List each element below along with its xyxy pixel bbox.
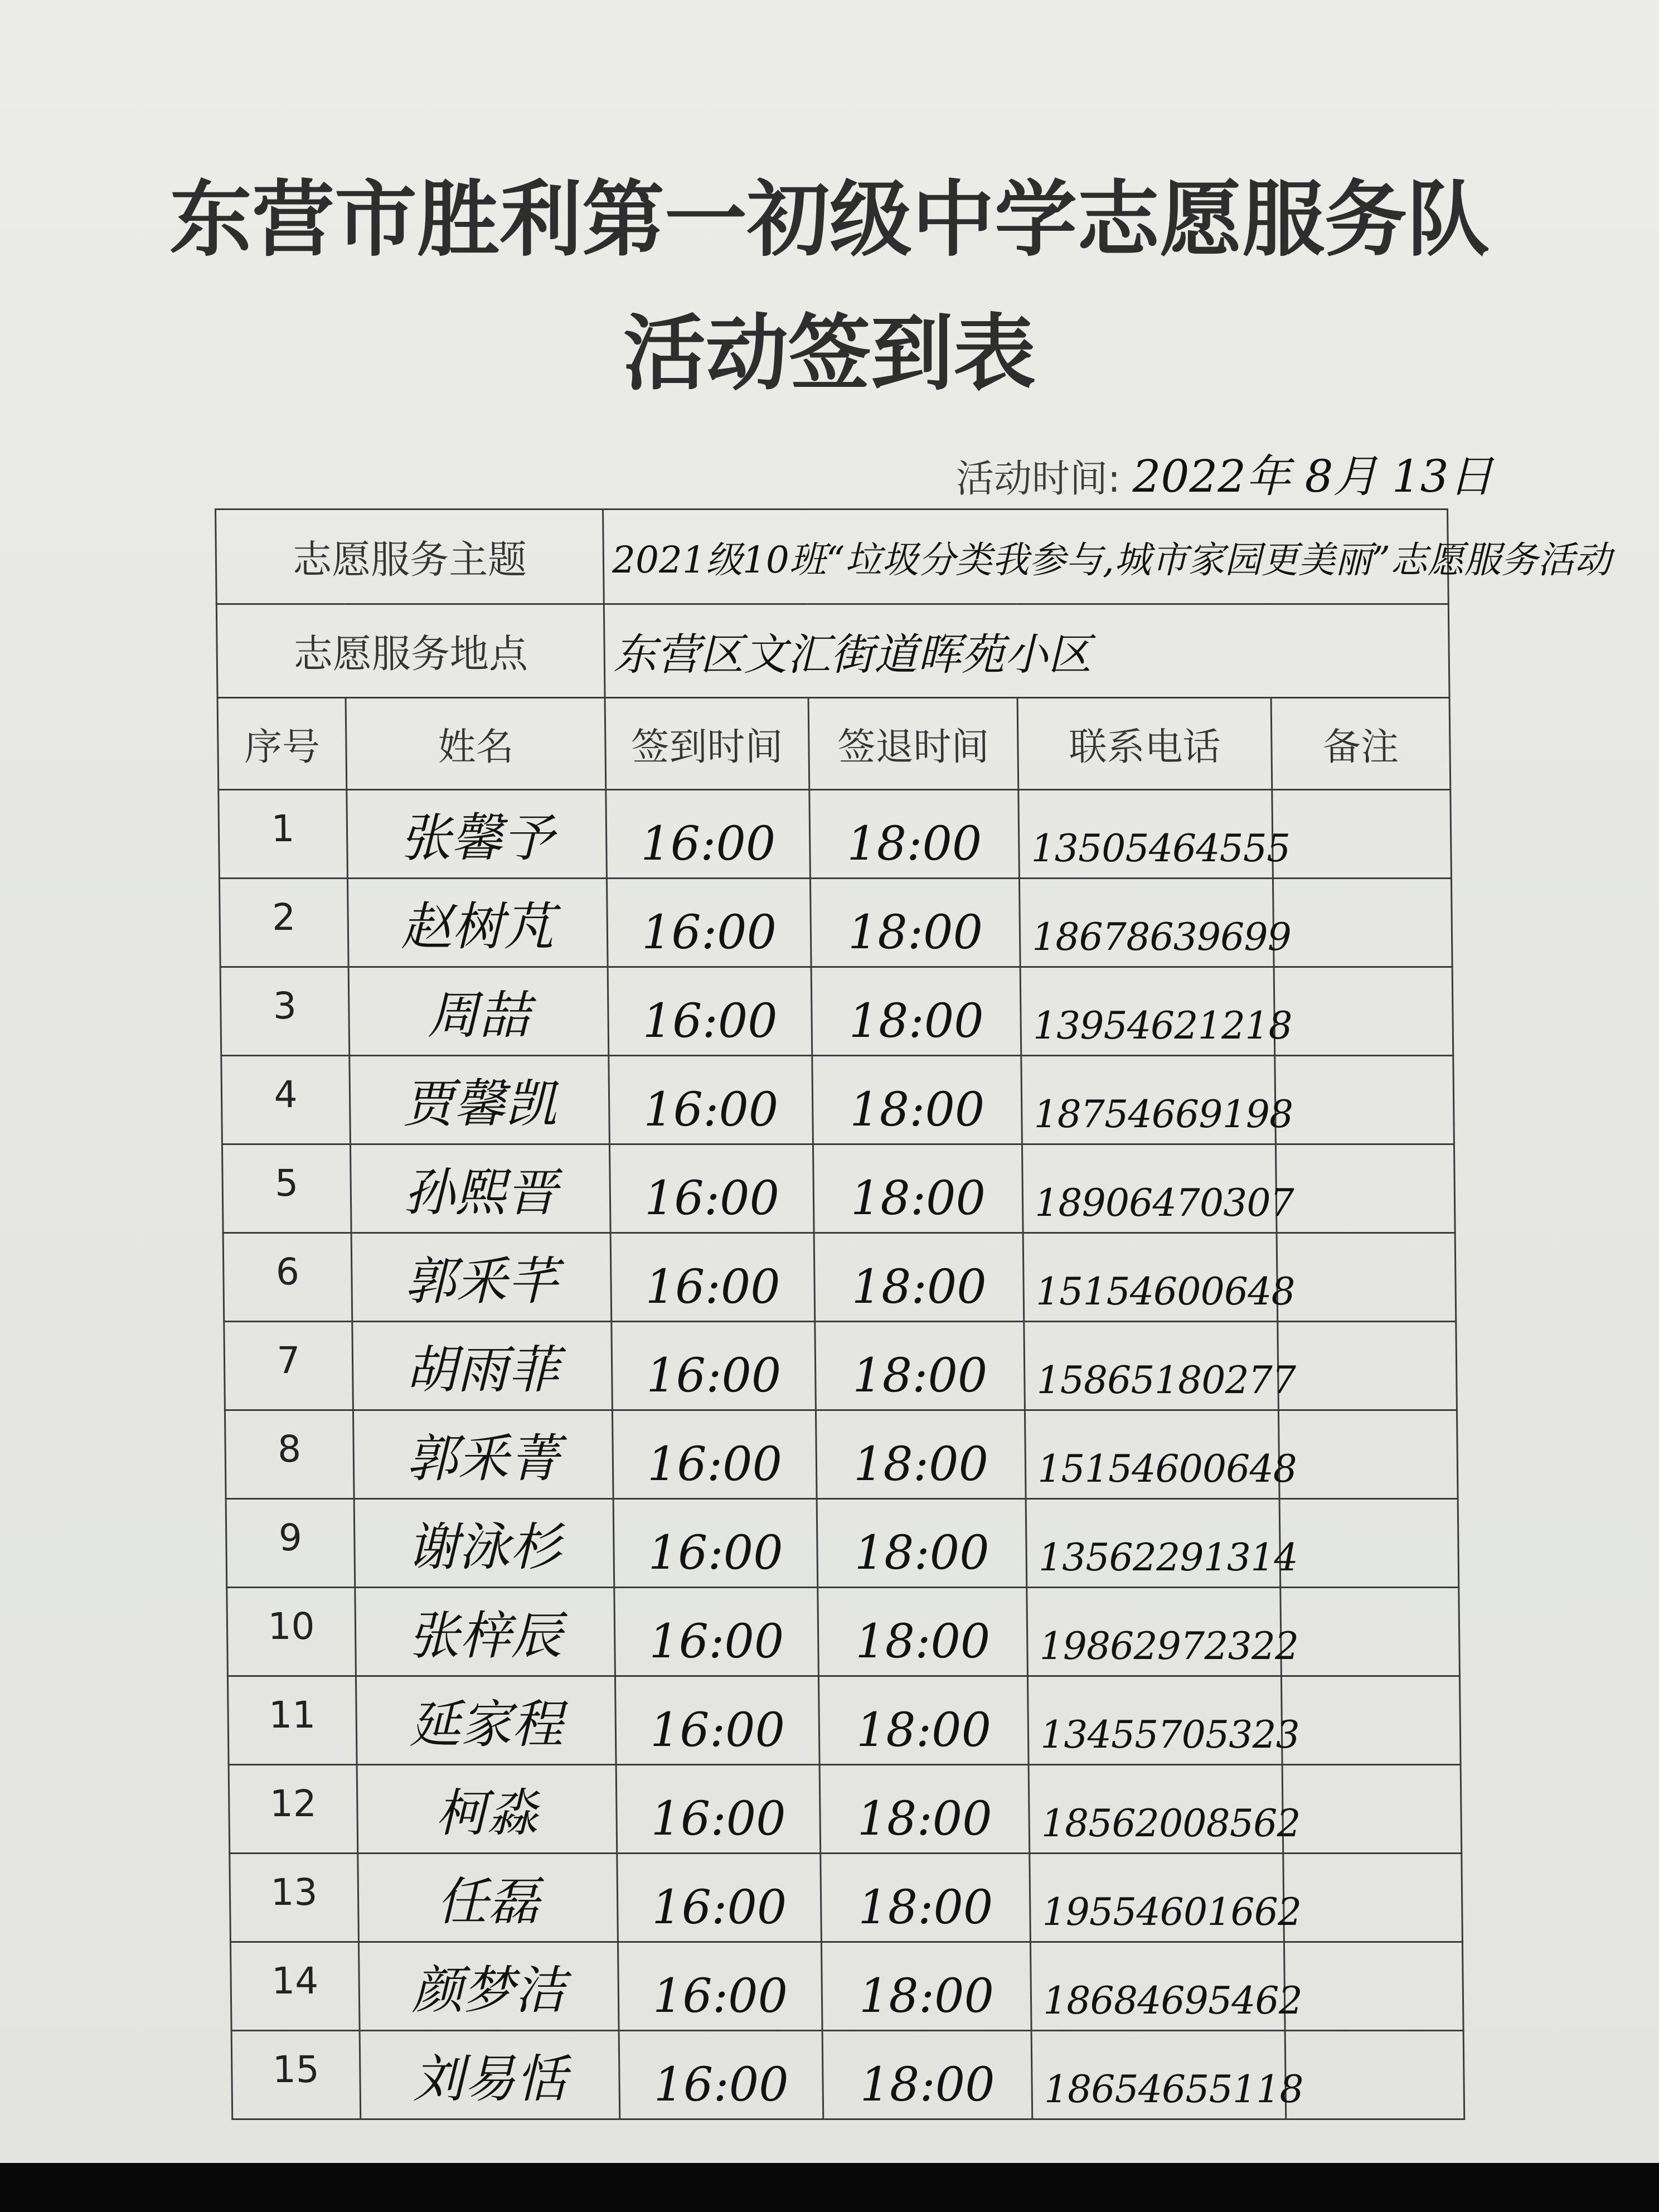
row-phone: 13562291314 xyxy=(1026,1499,1280,1588)
row-phone: 18678639699 xyxy=(1019,879,1274,967)
row-phone: 13505464555 xyxy=(1018,790,1273,879)
row-checkout-time: 18:00 xyxy=(811,967,1021,1056)
row-seq: 1 xyxy=(219,790,348,879)
row-note xyxy=(1284,1942,1463,2031)
row-checkout-time: 18:00 xyxy=(816,1410,1026,1499)
row-seq: 14 xyxy=(230,1942,360,2031)
row-phone: 18562008562 xyxy=(1029,1765,1283,1854)
table-row xyxy=(223,1233,1456,1322)
row-name: 贾馨凯 xyxy=(350,1056,610,1144)
row-phone: 13455705323 xyxy=(1027,1676,1282,1765)
col-seq-header: 序号 xyxy=(217,698,347,790)
row-name: 郭釆菁 xyxy=(353,1410,613,1499)
row-phone: 19862972322 xyxy=(1027,1588,1282,1676)
row-phone: 15154600648 xyxy=(1025,1410,1279,1499)
row-checkout-time: 18:00 xyxy=(809,790,1020,879)
row-name: 周喆 xyxy=(348,967,609,1056)
row-checkout-time: 18:00 xyxy=(818,1676,1029,1765)
row-name: 赵树芃 xyxy=(347,879,608,967)
document-subtitle: 活动签到表 xyxy=(623,305,1036,401)
table-row xyxy=(224,1322,1457,1410)
row-checkout-time: 18:00 xyxy=(814,1233,1024,1322)
row-checkout-time: 18:00 xyxy=(821,1854,1031,1942)
row-checkin-time: 16:00 xyxy=(615,1676,819,1765)
table-row xyxy=(226,1499,1459,1588)
row-note xyxy=(1278,1410,1458,1499)
row-seq: 11 xyxy=(227,1676,357,1765)
row-checkout-time: 18:00 xyxy=(819,1765,1030,1854)
table-row xyxy=(219,879,1452,967)
column-header-row xyxy=(217,698,1451,790)
table-row xyxy=(220,967,1453,1056)
row-seq: 4 xyxy=(221,1056,351,1144)
row-checkout-time: 18:00 xyxy=(813,1144,1023,1233)
activity-time xyxy=(956,440,1493,505)
table-row xyxy=(219,790,1452,879)
row-checkin-time: 16:00 xyxy=(616,1765,821,1854)
row-seq: 13 xyxy=(230,1854,359,1942)
activity-time-value: 2022年 8月 13日 xyxy=(1132,450,1493,502)
row-phone: 18754669198 xyxy=(1021,1056,1276,1144)
row-checkout-time: 18:00 xyxy=(817,1499,1027,1588)
row-seq: 6 xyxy=(223,1233,352,1322)
row-seq: 12 xyxy=(229,1765,358,1854)
row-checkin-time: 16:00 xyxy=(608,967,812,1056)
row-checkin-time: 16:00 xyxy=(613,1499,818,1588)
row-name: 胡雨菲 xyxy=(352,1322,613,1410)
row-note xyxy=(1278,1322,1457,1410)
row-note xyxy=(1272,790,1452,879)
row-checkout-time: 18:00 xyxy=(822,2031,1032,2119)
row-checkout-time: 18:00 xyxy=(818,1588,1028,1676)
table-row xyxy=(230,1942,1463,2031)
row-checkin-time: 16:00 xyxy=(618,1942,822,2031)
row-seq: 7 xyxy=(224,1322,353,1410)
row-phone: 19554601662 xyxy=(1030,1854,1284,1942)
row-note xyxy=(1280,1588,1460,1676)
row-phone: 15154600648 xyxy=(1023,1233,1278,1322)
row-seq: 8 xyxy=(225,1410,354,1499)
table-row xyxy=(229,1765,1462,1854)
col-note-header: 备注 xyxy=(1271,698,1451,790)
row-checkin-time: 16:00 xyxy=(612,1410,817,1499)
row-name: 延家程 xyxy=(356,1676,616,1765)
row-checkin-time: 16:00 xyxy=(612,1322,816,1410)
row-note xyxy=(1279,1499,1459,1588)
col-name-header: 姓名 xyxy=(346,698,606,790)
row-name: 刘易恬 xyxy=(360,2031,620,2119)
row-seq: 10 xyxy=(227,1588,356,1676)
row-name: 孙熙晋 xyxy=(350,1144,610,1233)
row-checkin-time: 16:00 xyxy=(609,1144,814,1233)
row-note xyxy=(1277,1233,1456,1322)
row-note xyxy=(1275,1056,1454,1144)
row-phone: 15865180277 xyxy=(1024,1322,1279,1410)
row-checkout-time: 18:00 xyxy=(821,1942,1031,2031)
row-phone: 18654655118 xyxy=(1031,2031,1286,2119)
location-value: 东营区文汇街道晖苑小区 xyxy=(604,604,1449,698)
theme-text: 2021级10班“垃圾分类我参与,城市家园更美丽”志愿服务活动 xyxy=(612,539,1612,581)
table-row xyxy=(227,1676,1461,1765)
row-name: 任磊 xyxy=(358,1854,618,1942)
row-name: 颜梦洁 xyxy=(358,1942,619,2031)
row-checkout-time: 18:00 xyxy=(810,879,1020,967)
row-note xyxy=(1285,2031,1464,2119)
table-row xyxy=(222,1144,1455,1233)
row-checkout-time: 18:00 xyxy=(815,1322,1025,1410)
table-row xyxy=(227,1588,1460,1676)
location-label: 志愿服务地点 xyxy=(216,604,605,698)
row-seq: 9 xyxy=(226,1499,355,1588)
row-seq: 15 xyxy=(231,2031,361,2119)
row-note xyxy=(1275,1144,1455,1233)
row-name: 张梓辰 xyxy=(355,1588,615,1676)
row-checkin-time: 16:00 xyxy=(619,2031,823,2119)
row-seq: 2 xyxy=(219,879,348,967)
row-note xyxy=(1281,1676,1461,1765)
row-seq: 5 xyxy=(222,1144,351,1233)
row-checkin-time: 16:00 xyxy=(614,1588,819,1676)
row-name: 张馨予 xyxy=(347,790,607,879)
col-checkin-header: 签到时间 xyxy=(605,698,809,790)
row-name: 谢泳杉 xyxy=(354,1499,614,1588)
row-phone: 18684695462 xyxy=(1030,1942,1285,2031)
col-checkout-header: 签退时间 xyxy=(808,698,1018,790)
row-checkout-time: 18:00 xyxy=(812,1056,1022,1144)
table-row xyxy=(225,1410,1458,1499)
row-checkin-time: 16:00 xyxy=(610,1233,815,1322)
row-note xyxy=(1274,967,1453,1056)
theme-value xyxy=(603,510,1612,604)
photo-bottom-edge xyxy=(0,2163,1659,2212)
table-row xyxy=(231,2031,1464,2119)
document-title: 东营市胜利第一初级中学志愿服务队 xyxy=(169,172,1490,268)
col-phone-header: 联系电话 xyxy=(1017,698,1272,790)
theme-row xyxy=(216,510,1449,604)
row-checkin-time: 16:00 xyxy=(607,879,811,967)
row-phone: 18906470307 xyxy=(1022,1144,1277,1233)
activity-time-label: 活动时间: xyxy=(956,457,1120,501)
table-row xyxy=(230,1854,1463,1942)
sign-in-table xyxy=(215,508,1612,2120)
row-note xyxy=(1282,1765,1462,1854)
row-name: 柯淼 xyxy=(357,1765,617,1854)
theme-label: 志愿服务主题 xyxy=(216,510,604,604)
location-row xyxy=(216,604,1449,698)
row-note xyxy=(1273,879,1452,967)
row-phone: 13954621218 xyxy=(1020,967,1275,1056)
row-checkin-time: 16:00 xyxy=(617,1854,822,1942)
row-checkin-time: 16:00 xyxy=(606,790,811,879)
row-name: 郭釆芊 xyxy=(351,1233,612,1322)
table-row xyxy=(221,1056,1454,1144)
row-seq: 3 xyxy=(220,967,350,1056)
row-note xyxy=(1283,1854,1463,1942)
row-checkin-time: 16:00 xyxy=(609,1056,813,1144)
